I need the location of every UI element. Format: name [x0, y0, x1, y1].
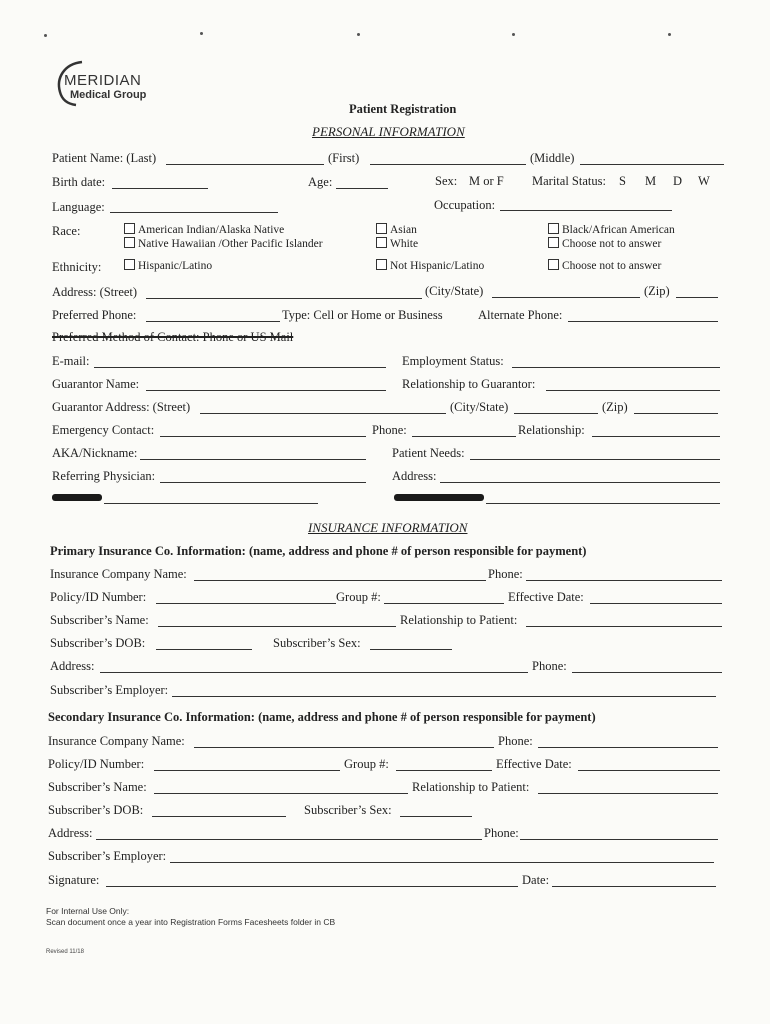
checkbox-icon[interactable] [548, 259, 559, 270]
label-sex: Sex: [435, 174, 458, 188]
checkbox-icon[interactable] [376, 259, 387, 270]
sex-options[interactable]: M or F [469, 174, 504, 188]
label-guarantor-zip: (Zip) [602, 400, 628, 414]
label-guarantor-name: Guarantor Name: [52, 377, 140, 391]
field-referring-physician[interactable] [160, 482, 366, 483]
label-secondary-address: Address: [48, 826, 93, 840]
ethnicity-option-label: Choose not to answer [562, 260, 662, 272]
redacted-mark [52, 494, 102, 501]
field-primary-policy[interactable] [156, 603, 336, 604]
field-primary-employer[interactable] [172, 696, 716, 697]
label-primary-address-phone: Phone: [532, 659, 567, 673]
checkbox-icon[interactable] [548, 237, 559, 248]
label-primary-sub-name: Subscriber’s Name: [50, 613, 149, 627]
field-date[interactable] [552, 886, 716, 887]
section-personal-title: PERSONAL INFORMATION [312, 124, 465, 139]
label-primary-relationship: Relationship to Patient: [400, 613, 518, 627]
preferred-contact-method-struck: Preferred Method of Contact: Phone or US Mail [52, 330, 294, 344]
phone-type-options[interactable]: Type: Cell or Home or Business [282, 308, 443, 322]
checkbox-icon[interactable] [124, 259, 135, 270]
field-city-state[interactable] [492, 297, 640, 298]
label-secondary-policy: Policy/ID Number: [48, 757, 145, 771]
field-secondary-group[interactable] [396, 770, 492, 771]
field-age[interactable] [336, 188, 388, 189]
race-option-label: White [390, 238, 419, 250]
label-secondary-address-phone: Phone: [484, 826, 519, 840]
label-patient-last: Patient Name: (Last) [52, 151, 157, 165]
field-secondary-sub-name[interactable] [154, 793, 408, 794]
label-aka-nickname: AKA/Nickname: [52, 446, 138, 460]
race-option-native-hawaiian[interactable] [124, 237, 323, 250]
label-emergency-relationship: Relationship: [518, 423, 585, 437]
field-redacted-right[interactable] [486, 503, 720, 504]
label-address-street: Address: (Street) [52, 285, 138, 299]
label-marital-status: Marital Status: [532, 174, 606, 188]
field-secondary-phone[interactable] [538, 747, 718, 748]
label-primary-company: Insurance Company Name: [50, 567, 187, 581]
label-secondary-relationship: Relationship to Patient: [412, 780, 530, 794]
field-birth-date[interactable] [112, 188, 208, 189]
label-primary-policy: Policy/ID Number: [50, 590, 147, 604]
company-logo [52, 58, 192, 110]
label-race: Race: [52, 224, 81, 238]
marital-option-m[interactable]: M [645, 174, 657, 188]
field-secondary-policy[interactable] [154, 770, 340, 771]
label-secondary-sub-dob: Subscriber’s DOB: [48, 803, 144, 817]
label-emergency-contact: Emergency Contact: [52, 423, 155, 437]
checkbox-icon[interactable] [124, 237, 135, 248]
field-guarantor-address[interactable] [200, 413, 446, 414]
field-aka-nickname[interactable] [140, 459, 366, 460]
redacted-mark [394, 494, 484, 501]
field-signature[interactable] [106, 886, 518, 887]
field-guarantor-zip[interactable] [634, 413, 718, 414]
field-redacted-left[interactable] [104, 503, 318, 504]
checkbox-icon[interactable] [376, 237, 387, 248]
label-referring-physician: Referring Physician: [52, 469, 156, 483]
label-first: (First) [328, 151, 360, 165]
label-signature: Signature: [48, 873, 100, 887]
label-city-state: (City/State) [425, 284, 484, 298]
label-secondary-company: Insurance Company Name: [48, 734, 185, 748]
label-secondary-sub-sex: Subscriber’s Sex: [304, 803, 392, 817]
field-primary-relationship[interactable] [526, 626, 722, 627]
label-secondary-phone: Phone: [498, 734, 533, 748]
ethnicity-option-label: Not Hispanic/Latino [390, 260, 485, 272]
secondary-insurance-header: Secondary Insurance Co. Information: (name, address and phone # of person responsible for payment) [48, 710, 596, 724]
field-secondary-sub-dob[interactable] [152, 816, 286, 817]
race-option-white[interactable] [376, 237, 418, 250]
marital-option-w[interactable]: W [698, 174, 710, 188]
scan-dot [200, 32, 203, 35]
ethnicity-option-label: Hispanic/Latino [138, 260, 213, 272]
label-primary-sub-sex: Subscriber’s Sex: [273, 636, 361, 650]
field-emergency-phone[interactable] [412, 436, 516, 437]
label-language: Language: [52, 200, 105, 214]
label-ethnicity: Ethnicity: [52, 260, 102, 274]
field-primary-phone[interactable] [526, 580, 722, 581]
race-option-american-indian[interactable] [124, 223, 284, 236]
label-employment-status: Employment Status: [402, 354, 504, 368]
field-primary-sub-name[interactable] [158, 626, 396, 627]
scan-dot [44, 34, 47, 37]
field-secondary-effective[interactable] [578, 770, 720, 771]
race-option-label: Choose not to answer [562, 238, 662, 250]
label-alternate-phone: Alternate Phone: [478, 308, 563, 322]
label-secondary-sub-name: Subscriber’s Name: [48, 780, 147, 794]
checkbox-icon[interactable] [376, 223, 387, 234]
field-primary-group[interactable] [384, 603, 504, 604]
checkbox-icon[interactable] [548, 223, 559, 234]
ethnicity-option-hispanic[interactable] [124, 259, 212, 272]
label-relationship-guarantor: Relationship to Guarantor: [402, 377, 536, 391]
race-option-asian[interactable] [376, 223, 417, 236]
section-insurance-title: INSURANCE INFORMATION [308, 520, 468, 535]
label-zip: (Zip) [644, 284, 670, 298]
label-email: E-mail: [52, 354, 90, 368]
race-option-label: Native Hawaiian /Other Pacific Islander [138, 238, 323, 250]
marital-option-d[interactable]: D [673, 174, 683, 188]
label-date: Date: [522, 873, 550, 887]
race-option-label: Black/African American [562, 224, 675, 236]
label-secondary-group: Group #: [344, 757, 389, 771]
field-secondary-address[interactable] [96, 839, 482, 840]
logo-sub-text: Medical Group [70, 89, 147, 101]
label-guarantor-city-state: (City/State) [450, 400, 509, 414]
field-guarantor-name[interactable] [146, 390, 386, 391]
field-employment-status[interactable] [512, 367, 720, 368]
page-title: Patient Registration [349, 102, 457, 116]
field-primary-address[interactable] [100, 672, 528, 673]
field-secondary-relationship[interactable] [538, 793, 718, 794]
field-referring-address[interactable] [440, 482, 720, 483]
label-guarantor-address: Guarantor Address: (Street) [52, 400, 191, 414]
label-primary-employer: Subscriber’s Employer: [50, 683, 169, 697]
field-guarantor-city-state[interactable] [514, 413, 598, 414]
race-option-label: Asian [390, 224, 417, 236]
field-secondary-company[interactable] [194, 747, 494, 748]
footer-internal-use: For Internal Use Only: [46, 906, 130, 916]
footer-scan-note: Scan document once a year into Registration Forms Facesheets folder in CB [46, 917, 336, 927]
field-language[interactable] [110, 212, 278, 213]
scan-dot [512, 33, 515, 36]
logo-main-text: MERIDIAN [64, 72, 142, 89]
field-primary-sub-dob[interactable] [156, 649, 252, 650]
field-email[interactable] [94, 367, 386, 368]
label-emergency-phone: Phone: [372, 423, 407, 437]
field-emergency-relationship[interactable] [592, 436, 720, 437]
field-preferred-phone[interactable] [146, 321, 280, 322]
field-secondary-sub-sex[interactable] [400, 816, 472, 817]
label-occupation: Occupation: [434, 198, 496, 212]
ethnicity-option-no-answer[interactable] [548, 259, 661, 272]
race-option-label: American Indian/Alaska Native [138, 224, 285, 236]
label-preferred-phone: Preferred Phone: [52, 308, 137, 322]
label-birth-date: Birth date: [52, 175, 106, 189]
field-secondary-employer[interactable] [170, 862, 714, 863]
field-address-street[interactable] [146, 298, 422, 299]
label-middle: (Middle) [530, 151, 575, 165]
label-primary-sub-dob: Subscriber’s DOB: [50, 636, 146, 650]
field-alternate-phone[interactable] [568, 321, 718, 322]
label-secondary-effective: Effective Date: [496, 757, 572, 771]
field-primary-sub-sex[interactable] [370, 649, 452, 650]
field-first[interactable] [370, 164, 526, 165]
label-primary-effective: Effective Date: [508, 590, 584, 604]
field-patient-needs[interactable] [470, 459, 720, 460]
primary-insurance-header: Primary Insurance Co. Information: (name, address and phone # of person responsible for payment) [50, 544, 587, 558]
field-zip[interactable] [676, 297, 718, 298]
label-secondary-employer: Subscriber’s Employer: [48, 849, 167, 863]
scan-dot [357, 33, 360, 36]
race-option-no-answer[interactable] [548, 237, 661, 250]
scan-dot [668, 33, 671, 36]
label-primary-group: Group #: [336, 590, 381, 604]
field-primary-address-phone[interactable] [572, 672, 722, 673]
field-emergency-contact[interactable] [160, 436, 366, 437]
label-primary-phone: Phone: [488, 567, 523, 581]
label-referring-address: Address: [392, 469, 437, 483]
field-patient-last[interactable] [166, 164, 324, 165]
race-option-black[interactable] [548, 223, 675, 236]
field-relationship-guarantor[interactable] [546, 390, 720, 391]
label-primary-address: Address: [50, 659, 95, 673]
field-primary-effective[interactable] [590, 603, 722, 604]
field-occupation[interactable] [500, 210, 672, 211]
marital-option-s[interactable]: S [619, 174, 626, 188]
field-middle[interactable] [580, 164, 724, 165]
footer-revised: Revised 11/18 [46, 949, 84, 955]
checkbox-icon[interactable] [124, 223, 135, 234]
label-age: Age: [308, 175, 333, 189]
ethnicity-option-not-hispanic[interactable] [376, 259, 484, 272]
label-patient-needs: Patient Needs: [392, 446, 465, 460]
field-secondary-address-phone[interactable] [520, 839, 718, 840]
field-primary-company[interactable] [194, 580, 486, 581]
